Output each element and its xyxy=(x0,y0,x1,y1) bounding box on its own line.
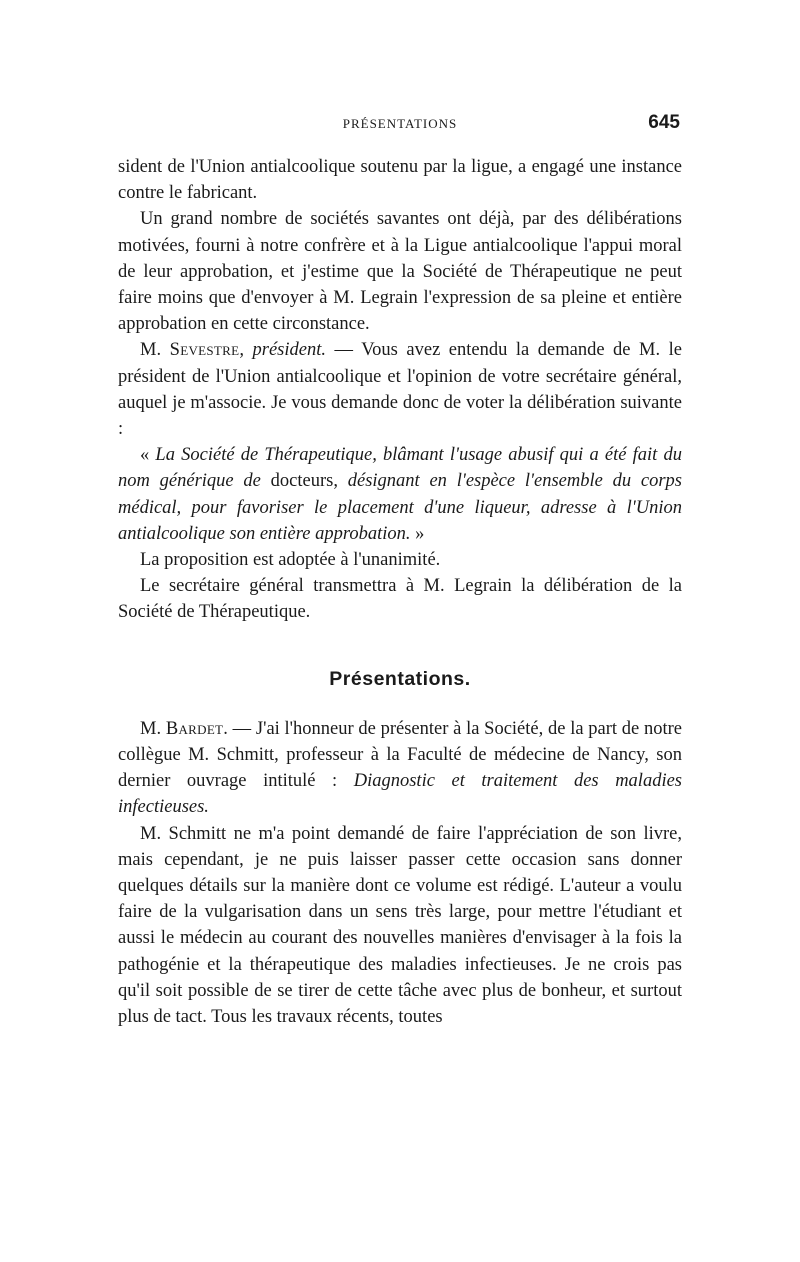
paragraph-sevestre xyxy=(118,337,682,442)
resolution-plain: docteurs, xyxy=(260,471,348,492)
speaker-prefix: M. xyxy=(140,718,166,739)
speaker-prefix: M. xyxy=(140,340,170,361)
quote-open: « xyxy=(140,445,156,466)
speaker-text: — Vous avez entendu la demande de M. le président de l'Union antialcoolique et l'opinion de votre secrétaire général, auquel je m'associe. Je vous demande donc de voter la délibération suivante : xyxy=(118,340,682,440)
paragraph-continuation: sident de l'Union antialcoolique soutenu par la ligue, a engagé une instance contre le fabricant. xyxy=(118,157,682,204)
speaker-text: . — J'ai l'honneur de présenter à la Société, de la part de notre collègue M. Schmitt, professeur à la Faculté de médecine de Nancy, son dernier ouvrage intitulé : xyxy=(118,718,683,792)
speaker-name: Sevestre xyxy=(169,340,240,361)
paragraph-societies: Un grand nombre de sociétés savantes ont déjà, par des délibérations motivées, fourni à notre confrère et à la Ligue antialcoolique l'appui moral de leur approbation, et j'estime que la Société de Thérapeutique ne peut faire moins que d'envoyer à M. Legrain l'expression de sa pleine et entière approbation en cette circonstance. xyxy=(118,209,682,335)
body-text xyxy=(118,154,682,1030)
running-head xyxy=(118,112,682,142)
paragraph-resolution xyxy=(118,442,682,547)
quote-close: » xyxy=(410,523,425,544)
book-title: Diagnostic et traitement des maladies infectieuses. xyxy=(118,771,682,818)
resolution-part-2: désignant en l'espèce l'ensemble du corps médical, pour favoriser le placement d'une liqueur, adresse à l'Union antialcoolique son entière approbation. xyxy=(118,471,682,544)
running-title: PRÉSENTATIONS xyxy=(342,116,458,131)
speaker-name: Bardet xyxy=(165,718,224,739)
paragraph-schmitt: M. Schmitt ne m'a point demandé de faire l'appréciation de son livre, mais cependant, je ne puis laisser passer cette occasion sans donner quelques détails sur la manière dont ce volume est rédigé. L'auteur a voulu faire de la vulgarisation dans un sens très large, pour mettre l'étudiant et aussi le médecin au courant des nouvelles manières d'envisager à la fois la pathogénie et la thérapeutique des maladies infectieuses. Je ne crois pas qu'il soit possible de se tirer de cette tâche avec plus de bonheur, et surtout plus de tact. Tous les travaux récents, toutes xyxy=(118,823,682,1028)
paragraph-adoption: La proposition est adoptée à l'unanimité. xyxy=(140,550,441,571)
paragraph-transmission: Le secrétaire général transmettra à M. Legrain la délibération de la Société de Thérapeutique. xyxy=(118,576,682,623)
paragraph-bardet xyxy=(118,716,682,821)
page-number: 645 xyxy=(648,112,680,133)
speaker-role: , président. xyxy=(239,340,326,361)
section-title: Présentations. xyxy=(329,667,471,690)
page xyxy=(118,112,682,1030)
resolution-part-1: La Société de Thérapeutique, blâmant l'usage abusif qui a été fait du nom générique de xyxy=(118,445,682,492)
